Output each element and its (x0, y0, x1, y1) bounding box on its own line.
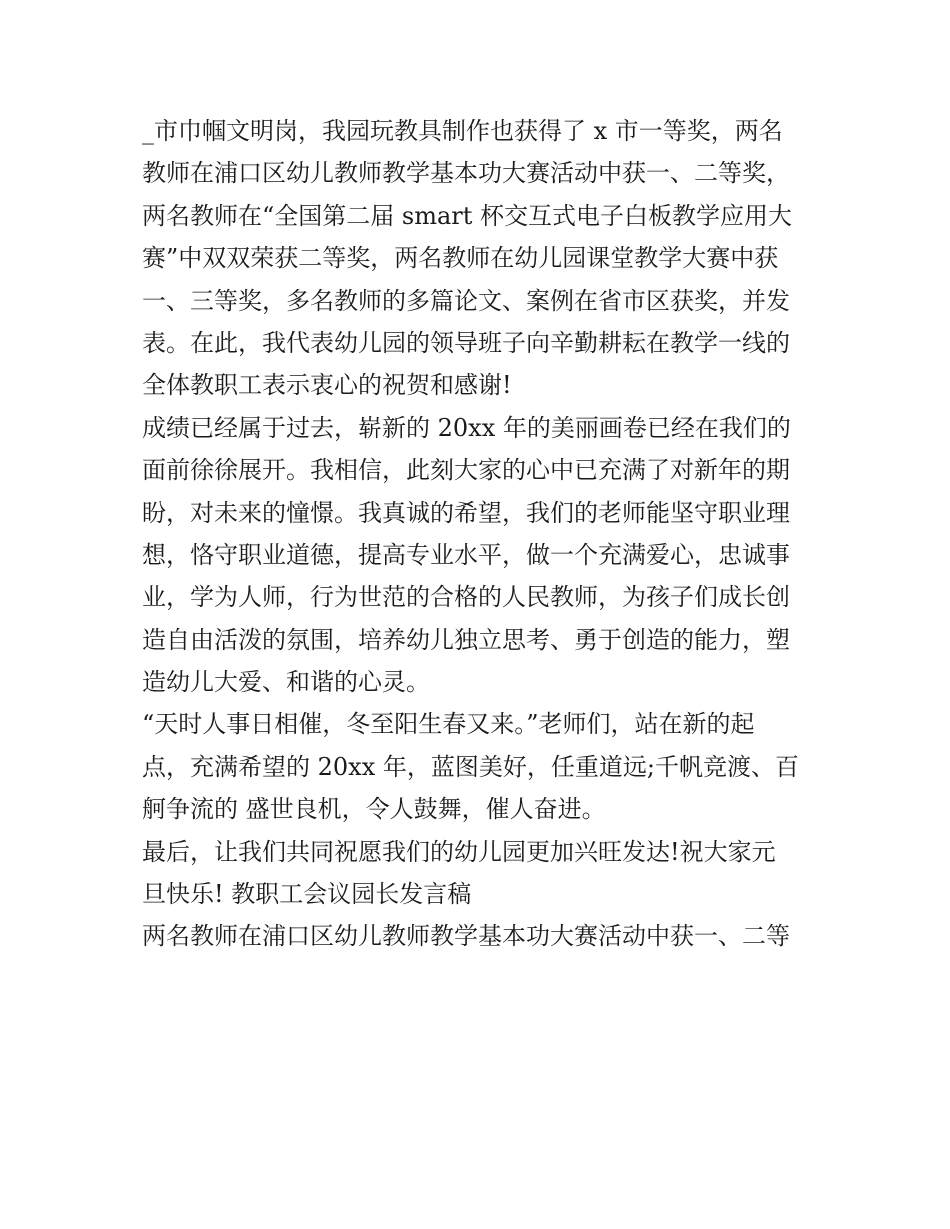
text-line: 想，恪守职业道德，提高专业水平，做一个充满爱心，忠诚事 (142, 540, 790, 569)
text-line: 表。在此，我代表幼儿园的领导班子向辛勤耕耘在教学一线的 (142, 328, 790, 357)
text-line: 旦快乐! 教职工会议园长发言稿 (142, 880, 472, 909)
text-line: 两名教师在“全国第二届 smart 杯交互式电子白板教学应用大 (142, 201, 793, 230)
text-line: 舸争流的 盛世良机，令人鼓舞，催人奋进。 (142, 795, 606, 824)
text-line: 造幼儿大爱、和谐的心灵。 (142, 668, 430, 697)
text-line: 一、三等奖，多名教师的多篇论文、案例在省市区获奖，并发 (142, 286, 790, 315)
text-line: 盼，对未来的憧憬。我真诚的希望，我们的老师能坚守职业理 (142, 498, 790, 527)
document-body (142, 110, 822, 958)
text-line: 最后，让我们共同祝愿我们的幼儿园更加兴旺发达!祝大家元 (142, 837, 776, 866)
text-line: 业，学为人师，行为世范的合格的人民教师，为孩子们成长创 (142, 583, 790, 612)
text-line: 造自由活泼的氛围，培养幼儿独立思考、勇于创造的能力，塑 (142, 625, 790, 654)
text-line: 教师在浦口区幼儿教师教学基本功大赛活动中获一、二等奖， (142, 159, 790, 188)
text-line: 赛”中双双荣获二等奖，两名教师在幼儿园课堂教学大赛中获 (142, 244, 779, 273)
text-line: 面前徐徐展开。我相信，此刻大家的心中已充满了对新年的期 (142, 456, 790, 485)
text-line: 两名教师在浦口区幼儿教师教学基本功大赛活动中获一、二等 (142, 922, 790, 951)
text-line: 全体教职工表示衷心的祝贺和感谢! (142, 371, 512, 400)
text-line: “天时人事日相催，冬至阳生春又来。”老师们，站在新的起 (142, 710, 755, 739)
text-line: 点，充满希望的 20xx 年，蓝图美好，任重道远;千帆竞渡、百 (142, 752, 799, 781)
text-line: _市巾帼文明岗，我园玩教具制作也获得了 x 市一等奖，两名 (142, 117, 783, 145)
text-line: 成绩已经属于过去，崭新的 20xx 年的美丽画卷已经在我们的 (142, 413, 791, 442)
